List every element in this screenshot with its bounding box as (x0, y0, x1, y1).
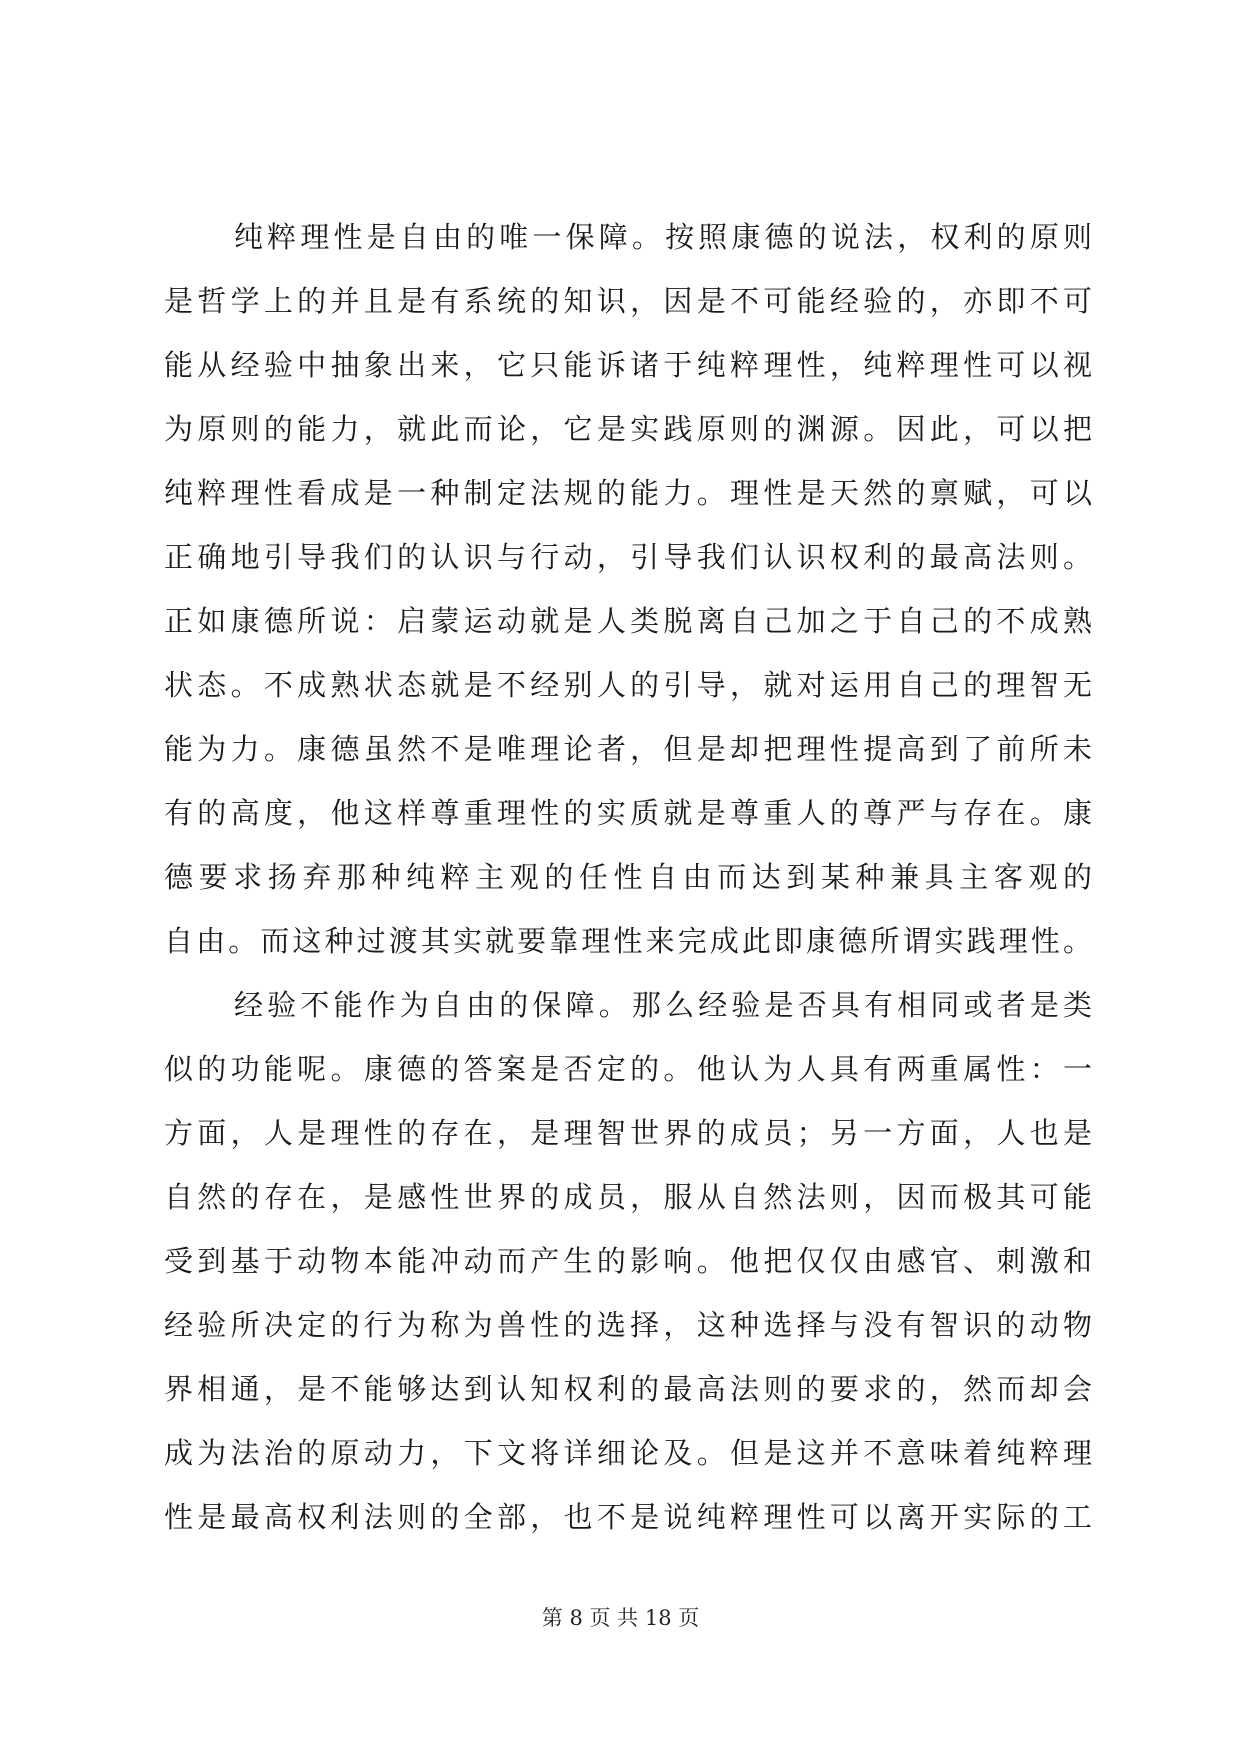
text-line: 德要求扬弃那种纯粹主观的任性自由而达到某种兼具主客观的 (164, 860, 1094, 894)
text-line: 正如康德所说：启蒙运动就是人类脱离自己加之于自己的不成熟 (164, 604, 1094, 638)
text-line: 性是最高权利法则的全部，也不是说纯粹理性可以离开实际的工 (164, 1500, 1094, 1534)
paragraph-1 (164, 205, 1094, 973)
text-line: 状态。不成熟状态就是不经别人的引导，就对运用自己的理智无 (164, 668, 1094, 702)
text-line: 能为力。康德虽然不是唯理论者，但是却把理性提高到了前所未 (164, 732, 1094, 766)
document-body (164, 205, 1094, 1549)
text-line: 正确地引导我们的认识与行动，引导我们认识权利的最高法则。 (164, 540, 1094, 574)
text-line: 自然的存在，是感性世界的成员，服从自然法则，因而极其可能 (164, 1180, 1094, 1214)
page-footer: 第 8 页 共 18 页 (541, 1606, 700, 1630)
text-line: 自由。而这种过渡其实就要靠理性来完成此即康德所谓实践理性。 (164, 924, 1094, 958)
text-line: 有的高度，他这样尊重理性的实质就是尊重人的尊严与存在。康 (164, 796, 1094, 830)
text-line: 纯粹理性看成是一种制定法规的能力。理性是天然的禀赋，可以 (164, 476, 1094, 510)
text-line: 纯粹理性是自由的唯一保障。按照康德的说法，权利的原则 (234, 220, 1094, 254)
text-line: 能从经验中抽象出来，它只能诉诸于纯粹理性，纯粹理性可以视 (164, 348, 1094, 382)
text-line: 似的功能呢。康德的答案是否定的。他认为人具有两重属性：一 (164, 1052, 1094, 1086)
text-line: 是哲学上的并且是有系统的知识，因是不可能经验的，亦即不可 (164, 284, 1094, 318)
text-line: 受到基于动物本能冲动而产生的影响。他把仅仅由感官、刺激和 (164, 1244, 1094, 1278)
text-line: 方面，人是理性的存在，是理智世界的成员；另一方面，人也是 (164, 1116, 1094, 1150)
text-line: 经验不能作为自由的保障。那么经验是否具有相同或者是类 (234, 988, 1094, 1022)
text-line: 成为法治的原动力，下文将详细论及。但是这并不意味着纯粹理 (164, 1436, 1094, 1470)
text-line: 为原则的能力，就此而论，它是实践原则的渊源。因此，可以把 (164, 412, 1094, 446)
text-line: 经验所决定的行为称为兽性的选择，这种选择与没有智识的动物 (164, 1308, 1094, 1342)
text-line: 界相通，是不能够达到认知权利的最高法则的要求的，然而却会 (164, 1372, 1094, 1406)
paragraph-2 (164, 973, 1094, 1549)
